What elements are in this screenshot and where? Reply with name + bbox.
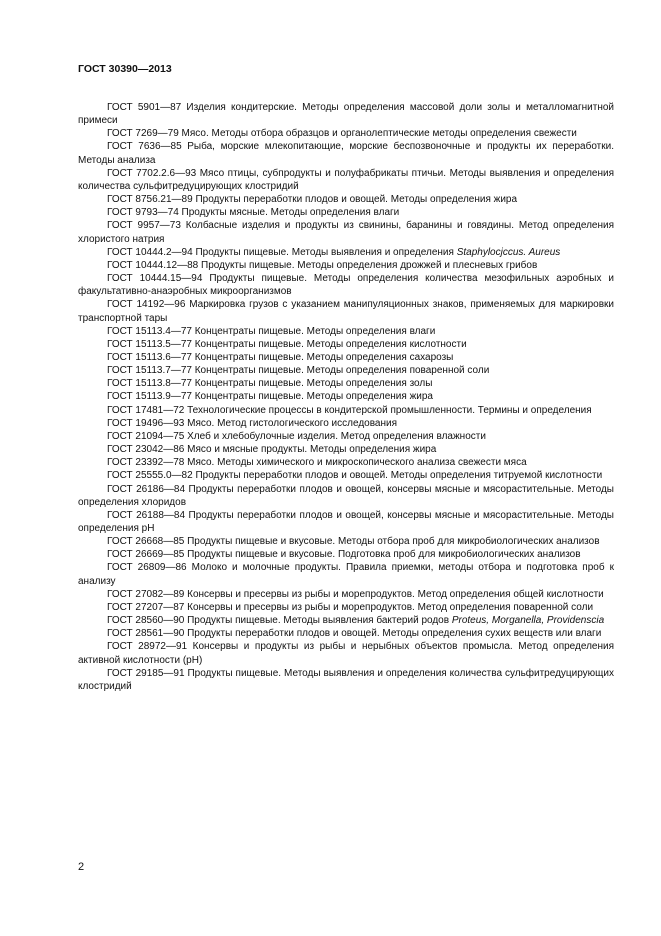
- reference-text: ГОСТ 23392—78 Мясо. Методы химического и микроскопического анализа свежести мяса: [107, 457, 527, 469]
- reference-text: ГОСТ 26669—85 Продукты пищевые и вкусовые. Подготовка проб для микробиологических анализов: [107, 549, 581, 561]
- reference-item: [78, 325, 614, 338]
- reference-item: [78, 456, 614, 469]
- reference-text: ГОСТ 27207—87 Консервы и пресервы из рыбы и морепродуктов. Метод определения поваренной соли: [107, 601, 594, 613]
- reference-text: ГОСТ 14192—96 Маркировка грузов с указанием манипуляционных знаков, применяемых для маркировки транспортной тары: [78, 299, 614, 324]
- reference-text: ГОСТ 15113.5—77 Концентраты пищевые. Методы определения кислотности: [107, 338, 467, 350]
- reference-item: [78, 246, 614, 259]
- reference-item: [78, 259, 614, 272]
- reference-text: ГОСТ 27082—89 Консервы и пресервы из рыбы и морепродуктов. Метод определения общей кислотности: [107, 588, 604, 600]
- reference-text: ГОСТ 15113.9—77 Концентраты пищевые. Методы определения жира: [107, 391, 433, 403]
- reference-item: [78, 351, 614, 364]
- reference-text: ГОСТ 15113.8—77 Концентраты пищевые. Методы определения золы: [107, 378, 433, 390]
- reference-item: [78, 667, 614, 693]
- reference-text: ГОСТ 17481—72 Технологические процессы в кондитерской промышленности. Термины и определения: [107, 404, 592, 416]
- reference-item: [78, 483, 614, 509]
- reference-item: [78, 640, 614, 666]
- reference-text: ГОСТ 25555.0—82 Продукты переработки плодов и овощей. Методы определения титруемой кислотности: [107, 470, 603, 482]
- reference-text: ГОСТ 10444.15—94 Продукты пищевые. Методы определения количества мезофильных аэробных и факультативно-анаэробных микроорганизмов: [78, 273, 614, 298]
- reference-text: ГОСТ 28561—90 Продукты переработки плодов и овощей. Методы определения сухих веществ или влаги: [107, 628, 602, 640]
- reference-text: ГОСТ 15113.4—77 Концентраты пищевые. Методы определения влаги: [107, 325, 436, 337]
- reference-item: [78, 469, 614, 482]
- reference-item: [78, 548, 614, 561]
- reference-item: [78, 338, 614, 351]
- document-header: ГОСТ 30390—2013: [78, 63, 172, 75]
- reference-item: [78, 561, 614, 587]
- reference-item: [78, 430, 614, 443]
- reference-text: ГОСТ 7269—79 Мясо. Методы отбора образцов и органолептические методы определения свежести: [107, 128, 577, 140]
- reference-item: [78, 298, 614, 324]
- reference-text: ГОСТ 9957—73 Колбасные изделия и продукты из свинины, баранины и говядины. Метод определения хлористого натрия: [78, 220, 614, 245]
- reference-item: [78, 206, 614, 219]
- reference-item: [78, 140, 614, 166]
- reference-item: [78, 127, 614, 140]
- reference-text: ГОСТ 7636—85 Рыба, морские млекопитающие, морские беспозвоночные и продукты их переработки. Методы анализа: [78, 141, 614, 166]
- reference-item: [78, 193, 614, 206]
- reference-item: [78, 272, 614, 298]
- reference-text: ГОСТ 19496—93 Мясо. Метод гистологического исследования: [107, 417, 398, 429]
- reference-item: [78, 219, 614, 245]
- reference-italic-text: Proteus, Morganella, Providenscia: [451, 615, 605, 627]
- reference-item: [78, 627, 614, 640]
- reference-item: [78, 614, 614, 627]
- reference-item: [78, 390, 614, 403]
- page-number: 2: [78, 861, 85, 873]
- reference-item: [78, 364, 614, 377]
- reference-text: ГОСТ 15113.6—77 Концентраты пищевые. Методы определения сахарозы: [107, 351, 454, 363]
- reference-text: ГОСТ 26186—84 Продукты переработки плодов и овощей, консервы мясные и мясорастительные. Методы определения хлоридов: [78, 483, 614, 508]
- reference-item: [78, 509, 614, 535]
- reference-text: ГОСТ 10444.2—94 Продукты пищевые. Методы выявления и определения: [107, 246, 457, 258]
- reference-text: ГОСТ 15113.7—77 Концентраты пищевые. Методы определения поваренной соли: [107, 365, 490, 377]
- reference-text: ГОСТ 21094—75 Хлеб и хлебобулочные изделия. Метод определения влажности: [107, 430, 486, 442]
- reference-text: ГОСТ 29185—91 Продукты пищевые. Методы выявления и определения количества сульфитредуцирующих клостридий: [78, 667, 614, 692]
- reference-text: ГОСТ 28972—91 Консервы и продукты из рыбы и нерыбных объектов промысла. Метод определения активной кислотности (pH): [78, 641, 614, 666]
- reference-item: [78, 101, 614, 127]
- reference-item: [78, 443, 614, 456]
- reference-text: ГОСТ 26809—86 Молоко и молочные продукты. Правила приемки, методы отбора и подготовка проб к анализу: [78, 562, 614, 587]
- reference-text: ГОСТ 10444.12—88 Продукты пищевые. Методы определения дрожжей и плесневых грибов: [107, 259, 538, 271]
- reference-text: ГОСТ 26188—84 Продукты переработки плодов и овощей, консервы мясные и мясорастительные. Методы определения pH: [78, 509, 614, 534]
- reference-item: [78, 377, 614, 390]
- reference-item: [78, 535, 614, 548]
- reference-item: [78, 417, 614, 430]
- reference-text: ГОСТ 5901—87 Изделия кондитерские. Методы определения массовой доли золы и металломагнитной примеси: [78, 102, 614, 127]
- references-list: [78, 101, 614, 693]
- reference-item: [78, 167, 614, 193]
- reference-text: ГОСТ 23042—86 Мясо и мясные продукты. Методы определения жира: [107, 444, 437, 456]
- reference-item: [78, 588, 614, 601]
- reference-text: ГОСТ 28560—90 Продукты пищевые. Методы выявления бактерий родов: [107, 615, 452, 627]
- reference-italic-text: Staphylocjccus. Aureus: [456, 246, 561, 258]
- reference-text: ГОСТ 7702.2.6—93 Мясо птицы, субпродукты и полуфабрикаты птичьи. Методы выявления и определения количества сульфитредуцирующих клостридий: [78, 167, 614, 192]
- reference-item: [78, 404, 614, 417]
- reference-text: ГОСТ 9793—74 Продукты мясные. Методы определения влаги: [107, 207, 400, 219]
- reference-text: ГОСТ 26668—85 Продукты пищевые и вкусовые. Методы отбора проб для микробиологических анализов: [107, 536, 600, 548]
- reference-item: [78, 601, 614, 614]
- reference-text: ГОСТ 8756.21—89 Продукты переработки плодов и овощей. Методы определения жира: [107, 194, 518, 206]
